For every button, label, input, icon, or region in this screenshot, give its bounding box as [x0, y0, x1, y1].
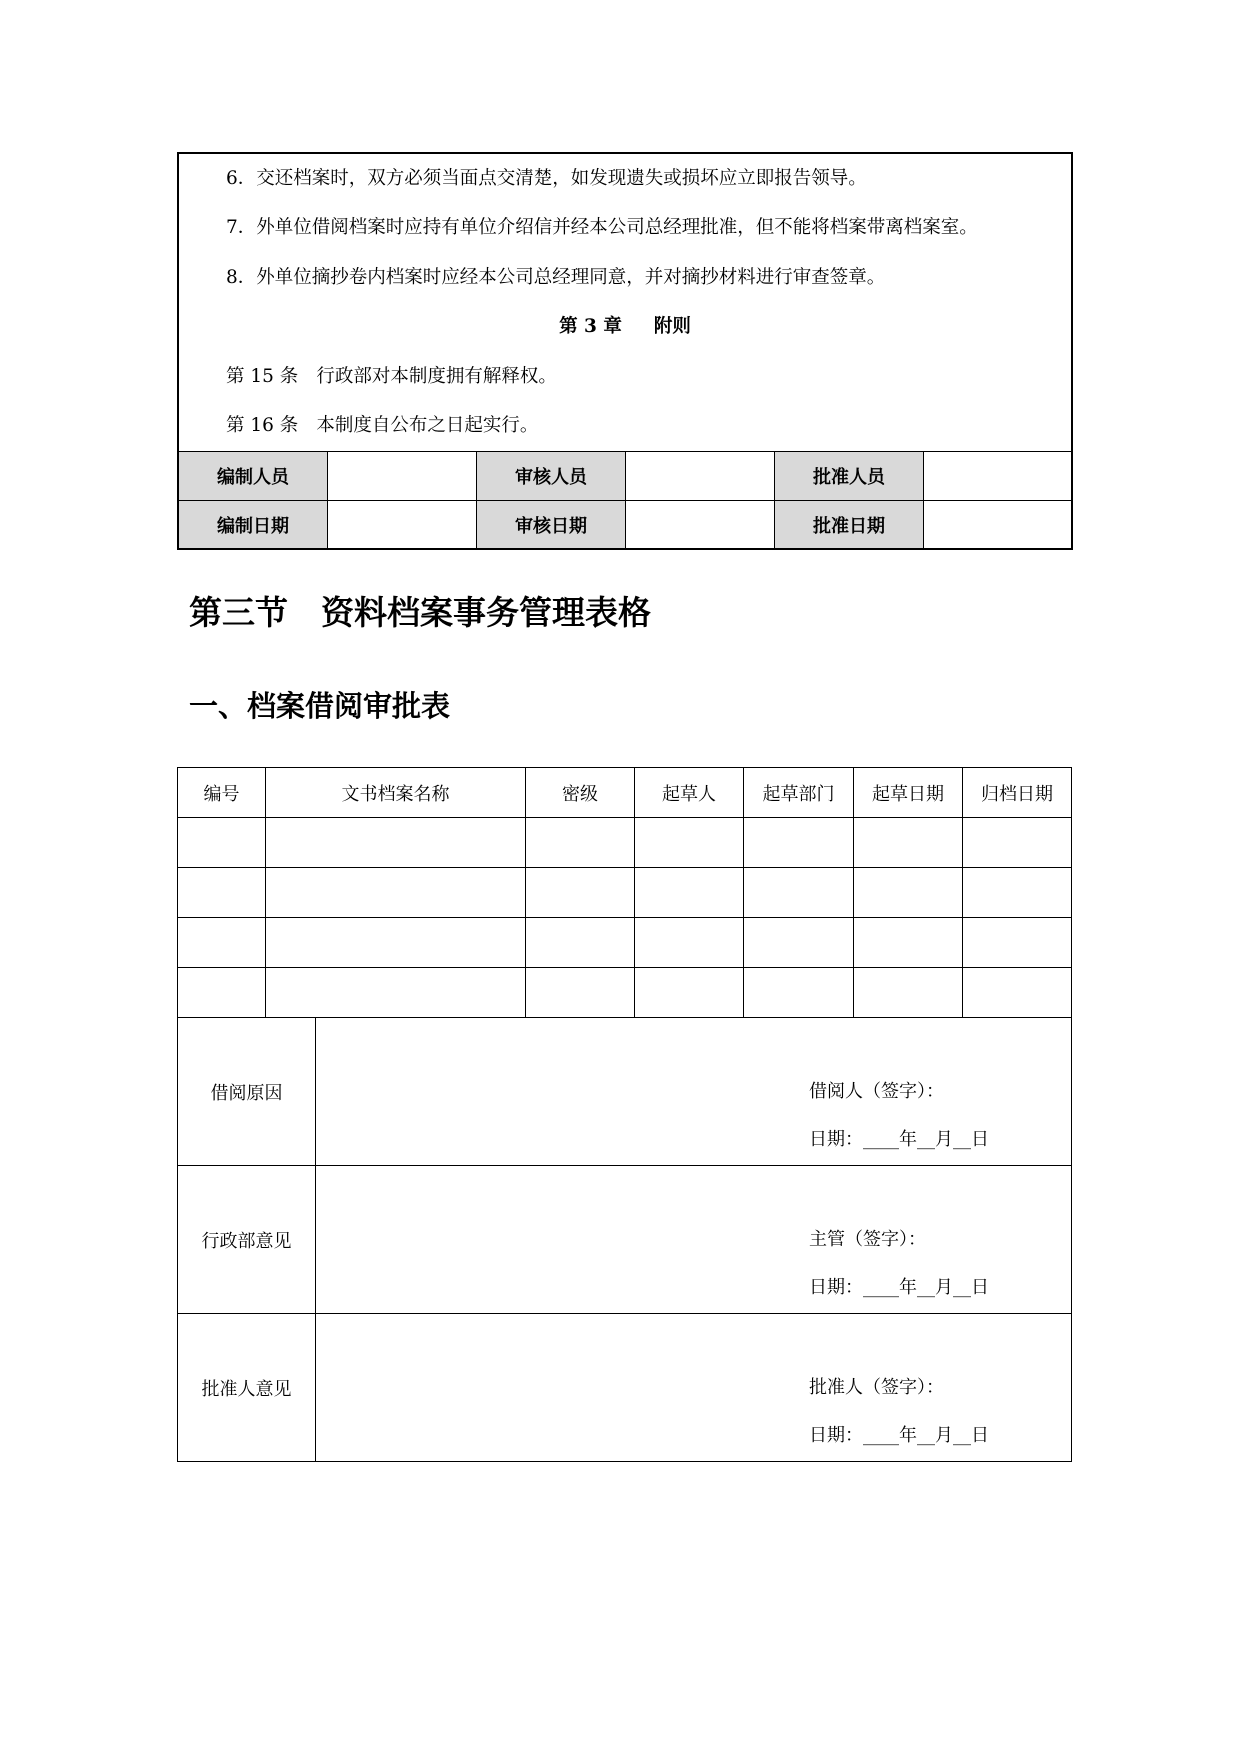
signature-block: [809, 1216, 989, 1312]
drafting-department-cell: [744, 868, 853, 917]
section-number: 第三节: [189, 593, 288, 632]
clause-6: 6．交还档案时，双方必须当面点交清楚，如发现遗失或损坏应立即报告领导。: [226, 168, 867, 189]
drafting-date-cell: [854, 918, 962, 967]
filing-date-cell: [963, 918, 1071, 967]
chapter-title: 附则: [653, 316, 691, 338]
clause-8: 8．外单位摘抄卷内档案时应经本公司总经理同意，并对摘抄材料进行审查签章。: [226, 266, 886, 288]
approved-by-value: [924, 452, 1071, 500]
classification-cell: [526, 818, 634, 867]
approval-section: [177, 1017, 1072, 1462]
column-header-number: 编号: [178, 768, 265, 817]
borrow-reason-field: [316, 1018, 1071, 1165]
record-number-cell: [178, 868, 265, 917]
record-number-cell: [178, 968, 265, 1017]
reviewed-by-label: 审核人员: [477, 452, 625, 500]
signoff-table: [179, 451, 1071, 548]
column-header-drafting-department: 起草部门: [744, 768, 853, 817]
drafting-date-cell: [854, 868, 962, 917]
approver-opinion-field: [316, 1314, 1071, 1461]
drafter-cell: [635, 818, 743, 867]
document-name-cell: [266, 868, 525, 917]
drafting-department-cell: [744, 818, 853, 867]
date-line: 日期：____年__月__日: [809, 1277, 989, 1298]
column-header-drafter: 起草人: [635, 768, 743, 817]
section-heading: [189, 592, 651, 633]
document-name-cell: [266, 818, 525, 867]
article-text: 本制度自公布之日起实行。: [316, 414, 539, 436]
drafting-date-cell: [854, 968, 962, 1017]
classification-cell: [526, 968, 634, 1017]
prepared-date-value: [328, 501, 476, 548]
signature-line: 批准人（签字）：: [809, 1377, 944, 1398]
form-heading: 一、档案借阅审批表: [189, 689, 451, 723]
prepared-by-value: [328, 452, 476, 500]
drafter-cell: [635, 918, 743, 967]
filing-date-cell: [963, 868, 1071, 917]
signature-line: 主管（签字）：: [809, 1229, 926, 1250]
prepared-by-label: 编制人员: [179, 452, 327, 500]
signature-line: 借阅人（签字）：: [809, 1081, 944, 1102]
filing-date-cell: [963, 818, 1071, 867]
article-number: 第 15 条: [226, 365, 299, 387]
regulation-text-box: [177, 152, 1073, 550]
clause-7: 7．外单位借阅档案时应持有单位介绍信并经本公司总经理批准，但不能将档案带离档案室。: [226, 217, 978, 239]
record-number-cell: [178, 918, 265, 967]
filing-date-cell: [963, 968, 1071, 1017]
column-header-filing-date: 归档日期: [963, 768, 1071, 817]
borrow-reason-label: 借阅原因: [178, 1018, 315, 1165]
reviewed-date-label: 审核日期: [477, 501, 625, 548]
drafter-cell: [635, 868, 743, 917]
date-line: 日期：____年__月__日: [809, 1425, 989, 1446]
column-header-document-name: 文书档案名称: [266, 768, 525, 817]
regulation-clauses: [179, 154, 1071, 450]
admin-opinion-field: [316, 1166, 1071, 1313]
column-header-classification: 密级: [526, 768, 634, 817]
signature-block: [809, 1068, 989, 1164]
archive-borrow-table: [177, 767, 1072, 1018]
signature-block: [809, 1364, 989, 1460]
section-title: 资料档案事务管理表格: [321, 593, 651, 632]
prepared-date-label: 编制日期: [179, 501, 327, 548]
approved-date-value: [924, 501, 1071, 548]
drafter-cell: [635, 968, 743, 1017]
drafting-department-cell: [744, 918, 853, 967]
approved-by-label: 批准人员: [775, 452, 923, 500]
chapter-heading: [179, 302, 1071, 351]
admin-opinion-label: 行政部意见: [178, 1166, 315, 1313]
drafting-department-cell: [744, 968, 853, 1017]
article-text: 行政部对本制度拥有解释权。: [316, 365, 557, 387]
article-number: 第 16 条: [226, 414, 299, 436]
document-name-cell: [266, 968, 525, 1017]
approved-date-label: 批准日期: [775, 501, 923, 548]
chapter-number: 第 3 章: [559, 316, 622, 338]
document-name-cell: [266, 918, 525, 967]
classification-cell: [526, 868, 634, 917]
date-line: 日期：____年__月__日: [809, 1129, 989, 1150]
column-header-drafting-date: 起草日期: [854, 768, 962, 817]
drafting-date-cell: [854, 818, 962, 867]
classification-cell: [526, 918, 634, 967]
record-number-cell: [178, 818, 265, 867]
reviewed-date-value: [626, 501, 774, 548]
approver-opinion-label: 批准人意见: [178, 1314, 315, 1461]
reviewed-by-value: [626, 452, 774, 500]
article-15: [179, 352, 1071, 401]
article-16: [179, 401, 1071, 450]
